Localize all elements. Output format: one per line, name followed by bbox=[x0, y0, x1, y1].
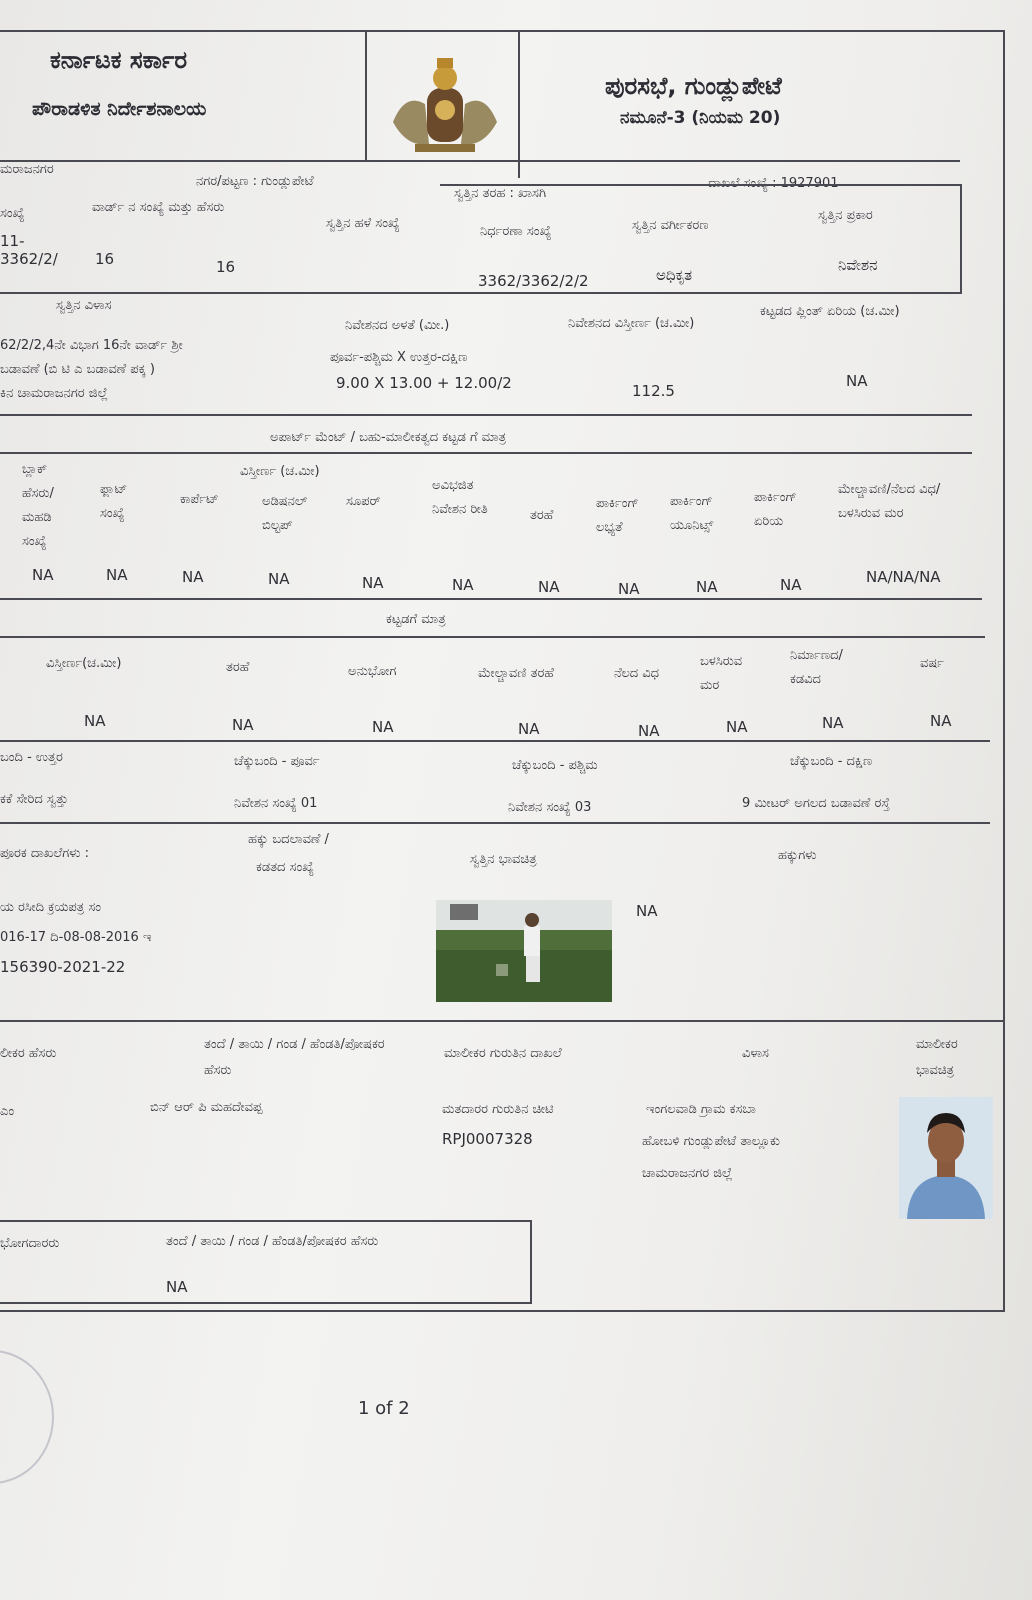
apartment-value: NA bbox=[182, 568, 204, 586]
owner-parent-name: ಬಿನ್ ಆರ್ ಪಿ ಮಹದೇವಪ್ಪ bbox=[150, 1100, 263, 1115]
owner-name: ಎಂ bbox=[0, 1104, 15, 1119]
document-line: 016-17 ದಿ-08-08-2016 ಇ bbox=[0, 930, 152, 945]
apartment-value: NA bbox=[268, 570, 290, 588]
divider bbox=[440, 184, 960, 186]
apartment-value: NA bbox=[106, 566, 128, 584]
address-line: ಕಿನ ಚಾಮರಾಜನಗರ ಜಿಲ್ಲೆ bbox=[0, 386, 108, 401]
assessment-number-value: 3362/3362/2/2 bbox=[478, 272, 589, 290]
town-label: ನಗರ/ಪಟ್ಟಣ : ಗುಂಡ್ಲುಪೇಟೆ bbox=[196, 174, 314, 189]
municipality-title: ಪುರಸಭೆ, ಗುಂಡ್ಲುಪೇಟೆ bbox=[605, 72, 782, 100]
apartment-value: NA bbox=[618, 580, 640, 598]
col-header: ಮೇಲ್ಚಾವಣಿ/ನೆಲದ ವಿಧ/ಬಳಸಿರುವ ಮರ bbox=[838, 482, 941, 521]
apartment-value: NA/NA/NA bbox=[866, 568, 941, 586]
col-header: ವರ್ಷ bbox=[920, 656, 944, 671]
transfer-label: ಕಡತದ ಸಂಖ್ಯೆ bbox=[256, 860, 314, 875]
property-photo-label: ಸ್ವತ್ತಿನ ಭಾವಚಿತ್ರ bbox=[470, 852, 537, 867]
col-header: ಸ್ವತ್ತಿನ ಹಳೆ ಸಂಖ್ಯೆ bbox=[326, 216, 400, 231]
transfer-label: ಹಕ್ಕು ಬದಲಾವಣೆ / bbox=[248, 832, 329, 847]
address-label: ಸ್ವತ್ತಿನ ವಿಳಾಸ bbox=[56, 298, 112, 313]
occupant-label: ಭೋಗದಾರರು bbox=[0, 1236, 60, 1251]
property-number-line1: 11- bbox=[0, 232, 25, 250]
divider bbox=[518, 30, 520, 178]
seal-stamp bbox=[0, 1350, 54, 1484]
government-title: ಕರ್ನಾಟಕ ಸರ್ಕಾರ bbox=[50, 46, 188, 74]
rights-label: ಹಕ್ಕುಗಳು bbox=[778, 848, 817, 863]
divider bbox=[0, 1220, 530, 1222]
col-header: ಫ್ಲಾಟ್ ಸಂಖ್ಯೆ bbox=[100, 482, 128, 521]
col-header: ಕಾರ್ಪೆಟ್ bbox=[180, 492, 219, 507]
boundary-value-north: ಕಕೆ ಸೇರಿದ ಸ್ವತ್ತು bbox=[0, 792, 69, 807]
divider bbox=[0, 414, 972, 416]
divider bbox=[0, 292, 962, 294]
state-emblem-icon bbox=[385, 52, 505, 160]
document-line: 156390-2021-22 bbox=[0, 958, 126, 976]
apartment-section-title: ಅಪಾರ್ಟ್ ಮೆಂಟ್ / ಬಹು-ಮಾಲೀಕತ್ವದ ಕಟ್ಟಡ ಗೆ ಮಾತ್ರ bbox=[270, 430, 507, 445]
owner-address-line: ಇಂಗಲವಾಡಿ ಗ್ರಾಮ ಕಸಬಾ bbox=[646, 1102, 756, 1117]
col-header: ಪಾರ್ಕಿಂಗ್ ಲಭ್ಯತೆ bbox=[596, 496, 639, 535]
owner-name-header: ಲೀಕರ ಹೆಸರು bbox=[0, 1046, 57, 1061]
apartment-value: NA bbox=[696, 578, 718, 596]
owner-photo-header: ಮಾಲೀಕರ ಭಾವಚಿತ್ರ bbox=[916, 1037, 958, 1078]
ward-value: 16 bbox=[95, 250, 115, 268]
rights-value: NA bbox=[636, 902, 658, 920]
boundary-label-south: ಚೆಕ್ಕುಬಂದಿ - ದಕ್ಷಿಣ bbox=[790, 754, 873, 769]
owner-id-header: ಮಾಲೀಕರ ಗುರುತಿನ ದಾಖಲೆ bbox=[444, 1046, 562, 1061]
apartment-value: NA bbox=[452, 576, 474, 594]
boundary-value-south: 9 ಮೀಟರ್ ಅಗಲದ ಬಡಾವಣೆ ರಸ್ತೆ bbox=[742, 796, 890, 811]
area-value: 112.5 bbox=[632, 382, 675, 400]
occupant-value: NA bbox=[166, 1278, 188, 1296]
col-header: ಪಾರ್ಕಿಂಗ್ ಏರಿಯ bbox=[754, 490, 797, 529]
divider bbox=[0, 822, 990, 824]
col-header: ಮೇಲ್ಚಾವಣಿ ತರಹೆ bbox=[478, 666, 554, 681]
col-header: ಸಂಖ್ಯೆ bbox=[0, 206, 25, 221]
boundary-value-west: ನಿವೇಶನ ಸಂಖ್ಯೆ 03 bbox=[508, 800, 592, 815]
divider bbox=[0, 636, 985, 638]
boundary-label-north: ಬಂದಿ - ಉತ್ತರ bbox=[0, 750, 63, 765]
property-photo bbox=[436, 900, 612, 1002]
property-type-label: ಸ್ವತ್ತಿನ ತರಹ : ಖಾಸಗಿ bbox=[454, 186, 547, 201]
classification-value: ಅಧಿಕೃತ bbox=[656, 266, 693, 284]
owner-id-number: RPJ0007328 bbox=[442, 1130, 533, 1148]
divider bbox=[0, 452, 972, 454]
apartment-value: NA bbox=[538, 578, 560, 596]
col-header: ನಿರ್ಧರಣಾ ಸಂಖ್ಯೆ bbox=[480, 224, 552, 239]
col-header: ವಿಸ್ತೀರ್ಣ(ಚ.ಮೀ) bbox=[46, 656, 122, 671]
col-header: ಸ್ವತ್ತಿನ ವರ್ಗೀಕರಣ bbox=[632, 218, 709, 233]
col-header: ತರಹೆ bbox=[226, 660, 250, 675]
building-value: NA bbox=[372, 718, 394, 736]
building-value: NA bbox=[232, 716, 254, 734]
owner-address-line: ಹೋಬಳಿ ಗುಂಡ್ಲುಪೇಟೆ ತಾಲ್ಲೂಕು bbox=[642, 1134, 780, 1149]
dimension-label: ನಿವೇಶನದ ಅಳತೆ (ಮೀ.) bbox=[345, 318, 450, 333]
occupant-parent-label: ತಂದೆ / ತಾಯಿ / ಗಂಡ / ಹೆಂಡತಿ/ಪೋಷಕರ ಹೆಸರು bbox=[166, 1234, 379, 1249]
col-header: ನೆಲದ ವಿಧ bbox=[614, 666, 660, 681]
building-value: NA bbox=[638, 722, 660, 740]
divider bbox=[0, 598, 982, 600]
col-header: ನಿರ್ಮಾಣದ/ ಕಡವಿದ bbox=[790, 648, 843, 687]
building-value: NA bbox=[822, 714, 844, 732]
building-value: NA bbox=[84, 712, 106, 730]
plinth-value: NA bbox=[846, 372, 868, 390]
district-label: ಮರಾಜನಗರ bbox=[0, 162, 54, 177]
boundary-label-west: ಚೆಕ್ಕುಬಂದಿ - ಪಶ್ಚಿಮ bbox=[512, 758, 598, 773]
dimension-value: 9.00 X 13.00 + 12.00/2 bbox=[336, 374, 512, 392]
building-value: NA bbox=[726, 718, 748, 736]
property-kind-value: ನಿವೇಶನ bbox=[838, 256, 878, 274]
divider bbox=[0, 1020, 1005, 1022]
building-section-title: ಕಟ್ಟಡಗೆ ಮಾತ್ರ bbox=[386, 612, 446, 627]
owner-id-type: ಮತದಾರರ ಗುರುತಿನ ಚೀಟಿ bbox=[442, 1102, 554, 1117]
form-number: ನಮೂನೆ-3 (ನಿಯಮ 20) bbox=[620, 108, 781, 128]
divider bbox=[0, 740, 990, 742]
address-line: ಬಡಾವಣೆ (ಬಿ ಟಿ ಎ ಬಡಾವಣೆ ಪಕ್ಕ ) bbox=[0, 362, 155, 377]
col-header: ಅವಿಭಜಿತ ನಿವೇಶನ ರೀತಿ bbox=[432, 478, 488, 517]
page-number: 1 of 2 bbox=[358, 1398, 410, 1419]
area-group-label: ವಿಸ್ತೀರ್ಣ (ಚ.ಮೀ) bbox=[240, 464, 320, 479]
supporting-documents-label: ಪೂರಕ ದಾಖಲೆಗಳು : bbox=[0, 846, 89, 861]
divider bbox=[0, 160, 960, 162]
col-header: ಅಡಿಷನಲ್ ಬಿಲ್ಟಪ್ bbox=[262, 494, 308, 533]
col-header: ಪಾರ್ಕಿಂಗ್ ಯೂನಿಟ್ಸ್ bbox=[670, 494, 714, 533]
divider bbox=[530, 1220, 532, 1304]
col-header: ಬ್ಲಾಕ್ ಹೆಸರು/ ಮಹಡಿ ಸಂಖ್ಯೆ bbox=[22, 462, 54, 549]
directorate-title: ಪೌರಾಡಳಿತ ನಿರ್ದೇಶನಾಲಯ bbox=[32, 98, 207, 120]
address-line: 62/2/2,4ನೇ ವಿಭಾಗ 16ನೇ ವಾರ್ಡ್ ಶ್ರೀ bbox=[0, 338, 183, 353]
col-header: ವಾರ್ಡ್ ನ ಸಂಖ್ಯೆ ಮತ್ತು ಹೆಸರು bbox=[92, 200, 225, 215]
owner-address-line: ಚಾಮರಾಜನಗರ ಜಿಲ್ಲೆ bbox=[642, 1166, 733, 1181]
building-value: NA bbox=[930, 712, 952, 730]
owner-address-header: ವಿಳಾಸ bbox=[742, 1046, 769, 1061]
apartment-value: NA bbox=[780, 576, 802, 594]
document-line: ಯ ರಸೀದಿ ಕ್ರಯಪತ್ರ ಸಂ bbox=[0, 900, 101, 915]
owner-parent-header: ತಂದೆ / ತಾಯಿ / ಗಂಡ / ಹೆಂಡತಿ/ಪೋಷಕರ ಹೆಸರು bbox=[204, 1037, 385, 1078]
col-header: ಬಳಸಿರುವ ಮರ bbox=[700, 654, 743, 693]
owner-photo bbox=[899, 1097, 993, 1219]
dimension-sublabel: ಪೂರ್ವ-ಪಶ್ಚಿಮ X ಉತ್ತರ-ದಕ್ಷಿಣ bbox=[330, 350, 468, 365]
property-number-line2: 3362/2/ bbox=[0, 250, 58, 268]
area-label: ನಿವೇಶನದ ವಿಸ್ತೀರ್ಣ (ಚ.ಮೀ) bbox=[568, 316, 695, 331]
col-header: ಸೂಪರ್ bbox=[346, 494, 381, 509]
old-number-value: 16 bbox=[216, 258, 236, 276]
boundary-value-east: ನಿವೇಶನ ಸಂಖ್ಯೆ 01 bbox=[234, 796, 318, 811]
divider bbox=[365, 30, 367, 162]
col-header: ಸ್ವತ್ತಿನ ಪ್ರಕಾರ bbox=[818, 208, 873, 223]
boundary-label-east: ಚೆಕ್ಕುಬಂದಿ - ಪೂರ್ವ bbox=[234, 754, 320, 769]
divider bbox=[0, 1302, 532, 1304]
apartment-value: NA bbox=[32, 566, 54, 584]
col-header: ಅನುಭೋಗ bbox=[348, 664, 397, 679]
divider bbox=[960, 184, 962, 294]
apartment-value: NA bbox=[362, 574, 384, 592]
building-value: NA bbox=[518, 720, 540, 738]
plinth-label: ಕಟ್ಟಡದ ಪ್ಲಿಂತ್ ಏರಿಯ (ಚ.ಮೀ) bbox=[760, 304, 900, 319]
col-header: ತರಹೆ bbox=[530, 508, 554, 523]
